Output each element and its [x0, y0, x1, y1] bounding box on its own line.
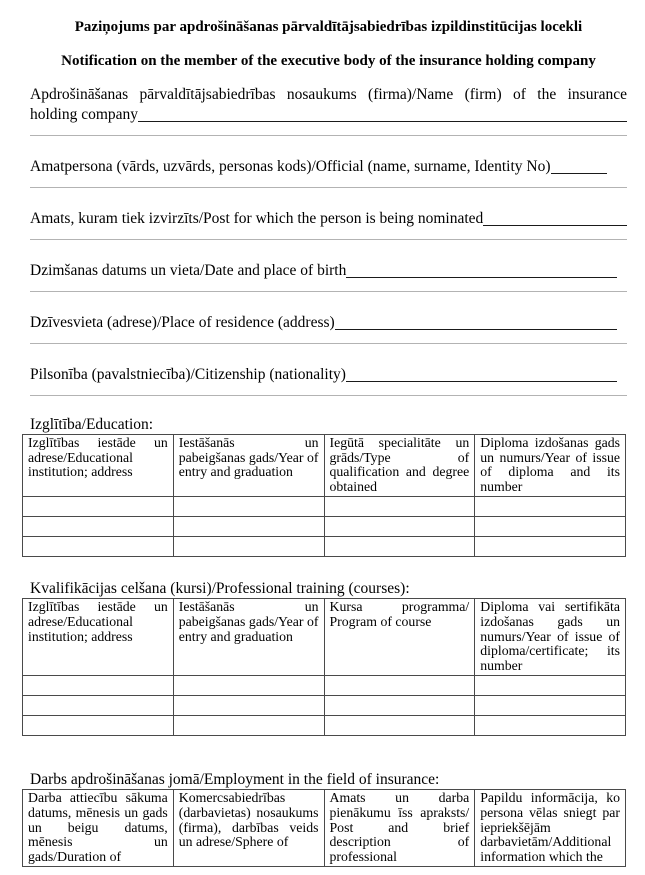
field-post-nominated-entry-line [30, 209, 627, 229]
field-citizenship [30, 365, 627, 396]
field-company-name-entry-line [30, 105, 627, 125]
field-residence [30, 313, 627, 344]
document-title-lv: Paziņojums par apdrošināšanas pārvaldītājsabiedrības izpildinstitūcijas locekli [74, 19, 583, 35]
field-citizenship-label: Pilsonība (pavalstniecība)/Citizenship (nationality) [30, 366, 346, 383]
fill-in-line [483, 209, 627, 226]
table-empty-row [23, 676, 626, 696]
table-empty-cell [173, 696, 324, 716]
fill-in-line [551, 157, 607, 174]
table-empty-row [23, 696, 626, 716]
insurance-employment-table [22, 789, 626, 867]
blank-writing-line [30, 229, 627, 240]
table-header-cell: Papildu informācija, ko persona vēlas sniegt par iepriekšējām darbavietām/Additional information which the [475, 790, 626, 867]
table-header-cell: Iegūtā specialitāte un grāds/Type of qualification and degree obtained [324, 435, 475, 497]
table-header-cell: Darba attiecību sākuma datums, mēnesis un gads un beigu datums, mēnesis un gads/Duration of [23, 790, 174, 867]
table-empty-cell [324, 716, 475, 736]
table-header-cell: Komercsabiedrības (darbavietas) nosaukums (firma), darbības veids un adrese/Sphere of [173, 790, 324, 867]
table-empty-cell [173, 676, 324, 696]
section-insurance-employment [30, 772, 627, 867]
field-birth-entry-line [30, 261, 627, 281]
fill-in-line [138, 105, 627, 122]
table-empty-cell [475, 497, 626, 517]
section-insurance-employment-title: Darbs apdrošināšanas jomā/Employment in the field of insurance: [30, 771, 440, 789]
section-education [30, 417, 627, 557]
table-empty-cell [23, 696, 174, 716]
table-empty-cell [324, 676, 475, 696]
form-fields [30, 85, 627, 396]
table-empty-cell [23, 676, 174, 696]
section-professional-training-title: Kvalifikācijas celšana (kursi)/Professional training (courses): [30, 580, 410, 598]
blank-writing-line [30, 177, 627, 188]
table-empty-row [23, 537, 626, 557]
table-empty-row [23, 716, 626, 736]
table-header-cell: Izglītības iestāde un adrese/Educational institution; address [23, 435, 174, 497]
fill-in-line [335, 313, 617, 330]
table-header-row [23, 435, 626, 497]
field-company-name [30, 85, 627, 136]
table-empty-cell [475, 537, 626, 557]
table-empty-cell [324, 696, 475, 716]
fill-in-line [346, 365, 617, 382]
table-empty-cell [23, 716, 174, 736]
table-empty-cell [23, 497, 174, 517]
section-education-title: Izglītība/Education: [30, 416, 154, 433]
table-header-cell: Amats un darba pienākumu īss apraksts/ Post and brief description of professional [324, 790, 475, 867]
table-header-cell: Diploma izdošanas gads un numurs/Year of issue of diploma and its number [475, 435, 626, 497]
blank-writing-line [30, 125, 627, 136]
blank-writing-line [30, 333, 627, 344]
table-empty-cell [173, 716, 324, 736]
table-header-cell: Izglītības iestāde un adrese/Educational institution; address [23, 599, 174, 676]
table-empty-cell [23, 517, 174, 537]
fill-in-line [346, 261, 617, 278]
field-post-nominated [30, 209, 627, 240]
field-official-label: Amatpersona (vārds, uzvārds, personas kods)/Official (name, surname, Identity No) [30, 158, 551, 175]
professional-training-table [22, 598, 626, 736]
field-residence-label: Dzīvesvieta (adrese)/Place of residence (address) [30, 314, 335, 331]
table-header-row [23, 599, 626, 676]
section-professional-training [30, 581, 627, 736]
table-empty-row [23, 497, 626, 517]
table-empty-cell [475, 696, 626, 716]
table-empty-cell [173, 497, 324, 517]
table-empty-cell [23, 537, 174, 557]
table-empty-cell [173, 537, 324, 557]
field-company-name-label-line2: holding company [30, 106, 139, 123]
field-official-entry-line [30, 157, 627, 177]
table-empty-cell [324, 517, 475, 537]
field-birth-label: Dzimšanas datums un vieta/Date and place of birth [30, 262, 347, 279]
table-empty-cell [475, 716, 626, 736]
table-empty-cell [324, 497, 475, 517]
table-empty-row [23, 517, 626, 537]
field-birth [30, 261, 627, 292]
table-header-row [23, 790, 626, 867]
table-header-cell: Diploma vai sertifikāta izdošanas gads un numurs/Year of issue of diploma/certificate; its number [475, 599, 626, 676]
blank-writing-line [30, 385, 627, 396]
field-citizenship-entry-line [30, 365, 627, 385]
table-header-cell: Kursa programma/ Program of course [324, 599, 475, 676]
field-post-nominated-label: Amats, kuram tiek izvirzīts/Post for which the person is being nominated [30, 210, 484, 227]
table-empty-cell [324, 537, 475, 557]
field-residence-entry-line [30, 313, 627, 333]
education-table [22, 434, 626, 557]
table-header-cell: Iestāšanās un pabeigšanas gads/Year of entry and graduation [173, 435, 324, 497]
table-empty-cell [173, 517, 324, 537]
blank-writing-line [30, 281, 627, 292]
document-title-en: Notification on the member of the executive body of the insurance holding company [61, 53, 596, 69]
table-header-cell: Iestāšanās un pabeigšanas gads/Year of entry and graduation [173, 599, 324, 676]
field-official [30, 157, 627, 188]
field-company-name-label-line1: Apdrošināšanas pārvaldītājsabiedrības nosaukums (firma)/Name (firm) of the insurance [30, 86, 627, 103]
table-empty-cell [475, 676, 626, 696]
table-empty-cell [475, 517, 626, 537]
